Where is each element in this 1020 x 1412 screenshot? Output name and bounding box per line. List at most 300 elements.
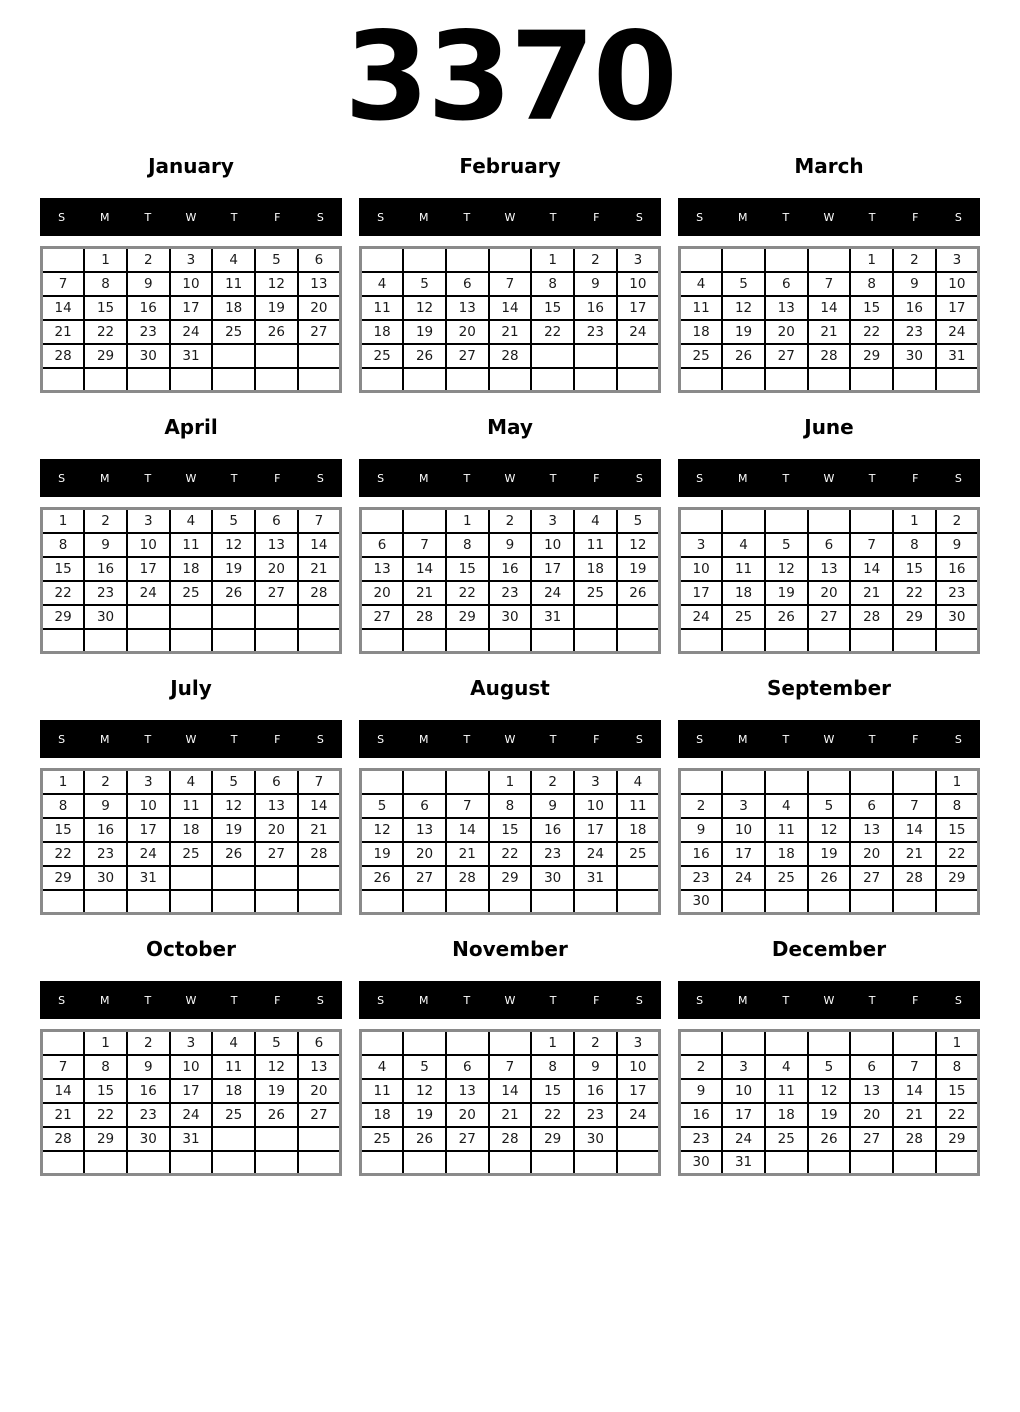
date-cell (765, 1031, 808, 1055)
weekday-label: S (377, 732, 385, 746)
week-row (361, 794, 660, 818)
date-cell: 14 (893, 818, 936, 842)
date-cell: 2 (127, 1031, 170, 1055)
date-cell (489, 1151, 532, 1175)
date-cell (765, 770, 808, 794)
date-cell: 25 (212, 1103, 255, 1127)
weekday-label: S (696, 210, 704, 224)
weekday-label: T (868, 210, 876, 224)
month-june (678, 415, 980, 654)
date-cell (446, 890, 489, 914)
date-cell: 25 (765, 1127, 808, 1151)
date-cell (893, 890, 936, 914)
weekday-label: M (418, 471, 429, 485)
date-cell: 1 (893, 509, 936, 533)
date-cell: 6 (446, 1055, 489, 1079)
date-cell (403, 890, 446, 914)
date-cell (850, 368, 893, 392)
date-cell: 30 (680, 1151, 723, 1175)
date-cell: 21 (893, 1103, 936, 1127)
date-cell: 5 (361, 794, 404, 818)
week-row (680, 1055, 979, 1079)
date-cell: 28 (808, 344, 851, 368)
date-cell: 7 (298, 509, 341, 533)
date-cell: 1 (446, 509, 489, 533)
date-cell: 19 (212, 818, 255, 842)
date-cell: 24 (936, 320, 979, 344)
date-cell: 25 (722, 605, 765, 629)
date-cell (808, 890, 851, 914)
date-grid (40, 246, 342, 393)
weekday-label: S (635, 471, 643, 485)
date-cell (680, 509, 723, 533)
week-row (680, 296, 979, 320)
week-row (680, 890, 979, 914)
date-cell: 13 (446, 296, 489, 320)
week-row (42, 629, 341, 653)
month-february (359, 154, 661, 393)
date-cell (722, 770, 765, 794)
date-cell (680, 248, 723, 272)
date-cell (403, 629, 446, 653)
date-cell: 21 (42, 320, 85, 344)
week-row (680, 581, 979, 605)
date-cell: 13 (765, 296, 808, 320)
date-cell: 18 (722, 581, 765, 605)
date-cell: 17 (574, 818, 617, 842)
date-cell: 29 (84, 344, 127, 368)
date-cell: 28 (42, 1127, 85, 1151)
date-cell: 30 (127, 1127, 170, 1151)
date-cell (531, 344, 574, 368)
weekday-label: M (99, 993, 110, 1007)
date-cell: 9 (936, 533, 979, 557)
week-row (680, 770, 979, 794)
date-cell: 26 (361, 866, 404, 890)
date-cell: 10 (617, 272, 660, 296)
month-april (40, 415, 342, 654)
date-cell: 27 (298, 320, 341, 344)
date-cell (722, 248, 765, 272)
date-cell (361, 1031, 404, 1055)
date-cell: 4 (212, 248, 255, 272)
date-cell: 20 (808, 581, 851, 605)
date-cell: 11 (765, 1079, 808, 1103)
date-cell: 13 (255, 794, 298, 818)
date-cell (212, 1151, 255, 1175)
date-cell: 22 (489, 842, 532, 866)
date-cell: 1 (42, 509, 85, 533)
date-cell: 29 (489, 866, 532, 890)
date-cell: 2 (84, 509, 127, 533)
date-cell (531, 890, 574, 914)
date-cell: 2 (680, 794, 723, 818)
date-cell (617, 629, 660, 653)
date-cell: 16 (893, 296, 936, 320)
date-cell: 15 (84, 296, 127, 320)
date-cell (255, 1151, 298, 1175)
date-cell: 22 (936, 842, 979, 866)
date-cell: 5 (808, 1055, 851, 1079)
date-cell: 16 (936, 557, 979, 581)
date-cell: 22 (893, 581, 936, 605)
week-row (680, 842, 979, 866)
date-cell: 9 (680, 818, 723, 842)
week-row (361, 818, 660, 842)
date-cell: 10 (170, 1055, 213, 1079)
week-row (361, 557, 660, 581)
date-cell: 30 (936, 605, 979, 629)
date-cell: 23 (893, 320, 936, 344)
date-cell: 20 (255, 557, 298, 581)
date-cell (617, 890, 660, 914)
month-may (359, 415, 661, 654)
month-title: November (452, 937, 568, 961)
date-cell: 12 (722, 296, 765, 320)
date-cell: 21 (42, 1103, 85, 1127)
week-row (42, 770, 341, 794)
date-cell: 6 (765, 272, 808, 296)
date-cell: 23 (489, 581, 532, 605)
weekday-label: S (696, 993, 704, 1007)
date-cell: 1 (936, 1031, 979, 1055)
date-cell: 3 (170, 248, 213, 272)
week-row (361, 842, 660, 866)
date-cell: 19 (808, 1103, 851, 1127)
week-row (42, 344, 341, 368)
date-cell (361, 890, 404, 914)
date-cell: 5 (212, 509, 255, 533)
date-cell: 18 (765, 842, 808, 866)
date-cell: 5 (722, 272, 765, 296)
date-cell: 12 (403, 296, 446, 320)
date-cell: 21 (850, 581, 893, 605)
week-row (42, 818, 341, 842)
weekday-label: F (912, 471, 919, 485)
date-cell: 18 (170, 818, 213, 842)
weekday-label: W (504, 732, 516, 746)
date-cell: 17 (170, 296, 213, 320)
date-cell (446, 770, 489, 794)
week-row (42, 1031, 341, 1055)
date-cell: 17 (170, 1079, 213, 1103)
date-cell: 7 (893, 1055, 936, 1079)
week-row (680, 1079, 979, 1103)
weekday-header-row (678, 459, 980, 497)
date-cell (808, 629, 851, 653)
date-cell (808, 1151, 851, 1175)
date-cell: 25 (617, 842, 660, 866)
date-cell: 16 (680, 1103, 723, 1127)
date-cell: 27 (298, 1103, 341, 1127)
date-cell: 28 (893, 866, 936, 890)
date-cell (850, 770, 893, 794)
date-cell (212, 629, 255, 653)
date-grid (678, 768, 980, 915)
date-cell: 6 (255, 509, 298, 533)
weekday-label: S (58, 210, 66, 224)
date-cell (170, 866, 213, 890)
date-cell: 12 (255, 272, 298, 296)
date-cell: 17 (680, 581, 723, 605)
week-row (361, 320, 660, 344)
date-cell (42, 890, 85, 914)
date-cell: 24 (722, 866, 765, 890)
date-cell: 28 (298, 842, 341, 866)
week-row (361, 1127, 660, 1151)
week-row (680, 248, 979, 272)
month-title: August (470, 676, 550, 700)
weekday-label: W (504, 210, 516, 224)
date-cell (936, 368, 979, 392)
date-cell: 2 (574, 1031, 617, 1055)
date-cell (893, 770, 936, 794)
date-cell (361, 629, 404, 653)
weekday-label: T (868, 993, 876, 1007)
date-cell: 19 (212, 557, 255, 581)
weekday-header-row (359, 981, 661, 1019)
date-cell (255, 368, 298, 392)
date-cell (893, 1151, 936, 1175)
week-row (680, 866, 979, 890)
date-cell: 22 (936, 1103, 979, 1127)
date-cell: 11 (361, 1079, 404, 1103)
weekday-label: T (144, 732, 152, 746)
date-cell: 13 (403, 818, 446, 842)
date-cell: 30 (127, 344, 170, 368)
date-cell: 30 (84, 866, 127, 890)
date-cell: 20 (765, 320, 808, 344)
week-row (680, 344, 979, 368)
date-cell: 26 (255, 320, 298, 344)
weekday-label: T (144, 471, 152, 485)
week-row (361, 629, 660, 653)
date-cell: 24 (617, 1103, 660, 1127)
weekday-label: T (230, 732, 238, 746)
month-title: March (794, 154, 864, 178)
date-cell: 5 (617, 509, 660, 533)
week-row (42, 842, 341, 866)
week-row (361, 344, 660, 368)
date-grid (359, 246, 661, 393)
week-row (42, 296, 341, 320)
date-cell: 11 (617, 794, 660, 818)
date-cell: 6 (361, 533, 404, 557)
date-cell: 31 (722, 1151, 765, 1175)
months-grid (0, 154, 1020, 1176)
date-cell: 9 (574, 272, 617, 296)
date-cell: 6 (255, 770, 298, 794)
date-cell: 13 (850, 1079, 893, 1103)
date-cell (936, 1151, 979, 1175)
week-row (42, 794, 341, 818)
date-cell: 27 (446, 344, 489, 368)
week-row (680, 629, 979, 653)
date-cell: 7 (808, 272, 851, 296)
date-cell (170, 605, 213, 629)
date-cell: 5 (403, 272, 446, 296)
date-cell (722, 509, 765, 533)
date-cell: 14 (489, 1079, 532, 1103)
date-cell: 22 (84, 320, 127, 344)
weekday-label: M (418, 732, 429, 746)
date-cell: 11 (361, 296, 404, 320)
date-cell: 30 (531, 866, 574, 890)
date-cell (531, 629, 574, 653)
date-cell: 13 (808, 557, 851, 581)
month-title: September (767, 676, 891, 700)
date-cell: 17 (617, 1079, 660, 1103)
date-cell: 12 (361, 818, 404, 842)
week-row (680, 818, 979, 842)
date-cell (722, 368, 765, 392)
weekday-label: W (823, 471, 835, 485)
date-cell: 17 (127, 557, 170, 581)
weekday-label: M (737, 210, 748, 224)
date-cell (170, 629, 213, 653)
date-cell: 3 (722, 1055, 765, 1079)
week-row (361, 1031, 660, 1055)
weekday-label: T (463, 993, 471, 1007)
date-cell (298, 1127, 341, 1151)
date-cell (127, 629, 170, 653)
date-cell: 19 (617, 557, 660, 581)
date-cell (84, 629, 127, 653)
date-cell: 14 (42, 1079, 85, 1103)
weekday-label: S (635, 993, 643, 1007)
date-cell: 21 (446, 842, 489, 866)
date-cell: 10 (680, 557, 723, 581)
date-cell: 24 (531, 581, 574, 605)
weekday-label: M (737, 732, 748, 746)
date-cell: 14 (850, 557, 893, 581)
weekday-label: T (782, 210, 790, 224)
date-cell: 3 (170, 1031, 213, 1055)
date-cell: 25 (212, 320, 255, 344)
date-cell: 27 (255, 581, 298, 605)
date-cell: 24 (170, 320, 213, 344)
month-november (359, 937, 661, 1176)
date-cell: 18 (680, 320, 723, 344)
date-cell (808, 509, 851, 533)
week-row (42, 557, 341, 581)
weekday-label: S (635, 210, 643, 224)
date-cell: 23 (127, 1103, 170, 1127)
date-cell (680, 1031, 723, 1055)
weekday-label: T (230, 471, 238, 485)
date-cell: 4 (765, 794, 808, 818)
date-cell: 24 (170, 1103, 213, 1127)
month-january (40, 154, 342, 393)
date-cell: 3 (680, 533, 723, 557)
weekday-label: T (868, 732, 876, 746)
date-cell: 8 (84, 1055, 127, 1079)
weekday-header-row (40, 198, 342, 236)
weekday-label: T (463, 210, 471, 224)
date-cell (850, 1151, 893, 1175)
date-cell (255, 344, 298, 368)
date-cell (808, 248, 851, 272)
date-cell (212, 605, 255, 629)
date-cell: 8 (893, 533, 936, 557)
date-cell: 6 (298, 248, 341, 272)
date-cell (765, 248, 808, 272)
month-title: June (804, 415, 854, 439)
date-cell (298, 866, 341, 890)
date-cell (298, 1151, 341, 1175)
date-cell: 29 (936, 1127, 979, 1151)
date-cell (617, 866, 660, 890)
date-cell: 26 (403, 1127, 446, 1151)
date-cell: 29 (42, 866, 85, 890)
date-cell (255, 866, 298, 890)
date-cell: 7 (298, 770, 341, 794)
date-cell: 16 (127, 296, 170, 320)
date-cell (722, 1031, 765, 1055)
date-cell: 21 (298, 557, 341, 581)
date-cell (42, 368, 85, 392)
weekday-label: S (316, 993, 324, 1007)
date-cell: 2 (680, 1055, 723, 1079)
weekday-label: W (823, 993, 835, 1007)
date-cell: 5 (212, 770, 255, 794)
date-cell: 14 (403, 557, 446, 581)
date-cell: 6 (298, 1031, 341, 1055)
date-cell: 13 (361, 557, 404, 581)
week-row (680, 1103, 979, 1127)
weekday-label: S (954, 210, 962, 224)
date-cell: 9 (127, 272, 170, 296)
date-cell: 24 (680, 605, 723, 629)
weekday-label: M (99, 732, 110, 746)
weekday-label: S (58, 732, 66, 746)
date-cell: 28 (403, 605, 446, 629)
date-cell (361, 248, 404, 272)
date-cell: 14 (298, 794, 341, 818)
weekday-label: F (912, 732, 919, 746)
month-title: December (771, 937, 887, 961)
date-cell: 22 (84, 1103, 127, 1127)
date-cell: 26 (212, 842, 255, 866)
weekday-label: W (185, 993, 197, 1007)
week-row (680, 509, 979, 533)
date-cell: 15 (936, 818, 979, 842)
date-cell (298, 368, 341, 392)
date-cell: 2 (936, 509, 979, 533)
weekday-label: W (823, 210, 835, 224)
date-cell: 12 (212, 794, 255, 818)
date-cell: 15 (850, 296, 893, 320)
date-cell: 8 (936, 1055, 979, 1079)
date-cell: 23 (127, 320, 170, 344)
date-cell (617, 344, 660, 368)
month-title: October (146, 937, 236, 961)
date-cell: 14 (489, 296, 532, 320)
weekday-label: T (230, 993, 238, 1007)
weekday-header-row (40, 720, 342, 758)
date-cell: 29 (893, 605, 936, 629)
date-cell: 28 (489, 1127, 532, 1151)
date-cell (298, 890, 341, 914)
date-cell: 7 (489, 272, 532, 296)
date-cell: 21 (489, 320, 532, 344)
date-cell (808, 770, 851, 794)
date-cell: 15 (489, 818, 532, 842)
weekday-header-row (359, 459, 661, 497)
date-cell: 27 (850, 1127, 893, 1151)
date-cell: 2 (127, 248, 170, 272)
date-cell (936, 629, 979, 653)
